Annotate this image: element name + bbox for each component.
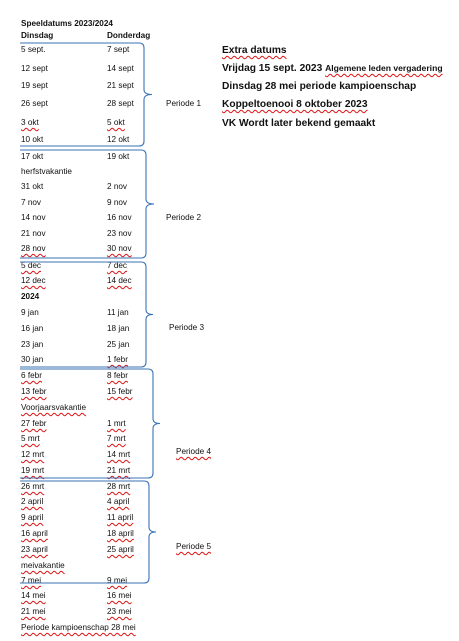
row-donderdag-26: 21 mrt (107, 466, 131, 475)
row-donderdag-27: 28 mrt (107, 482, 131, 491)
header-dinsdag: Dinsdag (21, 31, 54, 40)
period-label-5: Periode 5 (176, 542, 212, 551)
row-dinsdag-33: 7 mei (21, 576, 42, 585)
row-dinsdag-6: 17 okt (21, 152, 44, 161)
row-dinsdag-32: meivakantie (21, 561, 65, 570)
row-donderdag-29: 11 april (107, 513, 134, 522)
period-bracket-2 (20, 150, 154, 258)
row-donderdag-10: 16 nov (107, 213, 132, 222)
extra-line-4: VK Wordt later bekend gemaakt (222, 118, 376, 129)
row-donderdag-28: 4 april (107, 497, 130, 506)
row-dinsdag-22: Voorjaarsvakantie (21, 403, 87, 412)
row-dinsdag-31: 23 april (21, 545, 48, 554)
row-donderdag-33: 9 mei (107, 576, 128, 585)
row-donderdag-34: 16 mei (107, 591, 132, 600)
row-donderdag-13: 7 dec (107, 261, 128, 270)
period-label-2: Periode 2 (166, 213, 202, 222)
row-donderdag-35: 23 mei (107, 607, 132, 616)
row-dinsdag-18: 23 jan (21, 340, 44, 349)
row-dinsdag-20: 6 febr (21, 371, 42, 380)
row-dinsdag-29: 9 april (21, 513, 44, 522)
period-label-1: Periode 1 (166, 99, 202, 108)
row-dinsdag-11: 21 nov (21, 229, 46, 238)
row-dinsdag-0: 5 sept. (21, 45, 46, 54)
row-donderdag-11: 23 nov (107, 229, 132, 238)
period-bracket-1 (20, 43, 152, 146)
row-dinsdag-7: herfstvakantie (21, 167, 72, 176)
extra-heading: Extra datums (222, 45, 287, 56)
row-dinsdag-13: 5 dec (21, 261, 42, 270)
period-bracket-4 (20, 369, 160, 478)
row-dinsdag-10: 14 nov (21, 213, 46, 222)
row-donderdag-21: 15 febr (107, 387, 133, 396)
extra-line-3: Koppeltoenooi 8 oktober 2023 (222, 99, 368, 110)
page-title: Speeldatums 2023/2024 (21, 19, 113, 28)
row-dinsdag-8: 31 okt (21, 182, 44, 191)
row-donderdag-18: 25 jan (107, 340, 130, 349)
row-dinsdag-5: 10 okt (21, 135, 44, 144)
extra-line-2: Dinsdag 28 mei periode kampioenschap (222, 81, 417, 92)
row-donderdag-14: 14 dec (107, 276, 132, 285)
row-donderdag-19: 1 febr (107, 355, 128, 364)
row-donderdag-23: 1 mrt (107, 419, 126, 428)
row-donderdag-25: 14 mrt (107, 450, 131, 459)
row-donderdag-5: 12 okt (107, 135, 130, 144)
row-dinsdag-17: 16 jan (21, 324, 44, 333)
row-dinsdag-36: Periode kampioenschap 28 mei (21, 623, 136, 632)
row-donderdag-2: 21 sept (107, 81, 134, 90)
row-dinsdag-25: 12 mrt (21, 450, 45, 459)
row-dinsdag-14: 12 dec (21, 276, 46, 285)
row-dinsdag-27: 26 mrt (21, 482, 45, 491)
row-donderdag-30: 18 april (107, 529, 134, 538)
row-donderdag-12: 30 nov (107, 244, 132, 253)
row-dinsdag-24: 5 mrt (21, 434, 40, 443)
row-dinsdag-4: 3 okt (21, 118, 39, 127)
row-dinsdag-21: 13 febr (21, 387, 47, 396)
row-dinsdag-28: 2 april (21, 497, 44, 506)
row-donderdag-0: 7 sept (107, 45, 130, 54)
period-bracket-3 (20, 262, 153, 367)
row-dinsdag-35: 21 mei (21, 607, 46, 616)
row-donderdag-1: 14 sept (107, 64, 134, 73)
row-dinsdag-12: 28 nov (21, 244, 46, 253)
row-donderdag-16: 11 jan (107, 308, 129, 317)
row-donderdag-4: 5 okt (107, 118, 125, 127)
row-dinsdag-9: 7 nov (21, 198, 42, 207)
row-donderdag-24: 7 mrt (107, 434, 126, 443)
row-dinsdag-15: 2024 (21, 292, 40, 301)
row-donderdag-17: 18 jan (107, 324, 130, 333)
row-dinsdag-16: 9 jan (21, 308, 39, 317)
row-dinsdag-23: 27 febr (21, 419, 47, 428)
row-dinsdag-19: 30 jan (21, 355, 44, 364)
row-dinsdag-1: 12 sept (21, 64, 48, 73)
row-donderdag-31: 25 april (107, 545, 134, 554)
extra-line-1: Vrijdag 15 sept. 2023 Algemene leden vergadering (222, 63, 443, 74)
period-label-4: Periode 4 (176, 447, 212, 456)
period-label-3: Periode 3 (169, 323, 205, 332)
period-bracket-5 (20, 481, 156, 583)
row-dinsdag-3: 26 sept (21, 99, 48, 108)
row-dinsdag-34: 14 mei (21, 591, 46, 600)
row-dinsdag-2: 19 sept (21, 81, 48, 90)
row-donderdag-6: 19 okt (107, 152, 130, 161)
row-donderdag-3: 28 sept (107, 99, 134, 108)
row-dinsdag-30: 16 april (21, 529, 48, 538)
row-donderdag-9: 9 nov (107, 198, 128, 207)
row-dinsdag-26: 19 mrt (21, 466, 45, 475)
header-donderdag: Donderdag (107, 31, 151, 40)
row-donderdag-20: 8 febr (107, 371, 128, 380)
row-donderdag-8: 2 nov (107, 182, 128, 191)
